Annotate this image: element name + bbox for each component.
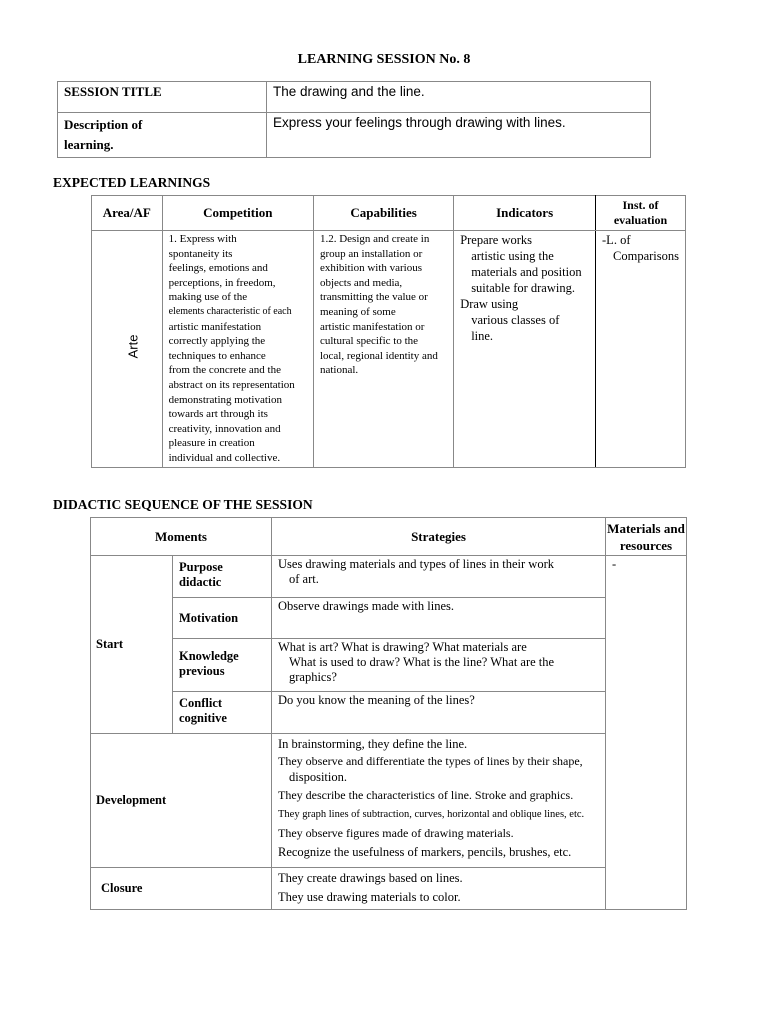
col-area: Area/AF — [92, 196, 163, 231]
didactic-sequence-heading: DIDACTIC SEQUENCE OF THE SESSION — [53, 497, 313, 512]
session-title-value: The drawing and the line. — [267, 82, 651, 113]
capabilities-cell: 1.2. Design and create in group an installation or exhibition with various objects and media, transmitting the value or meaning of some artistic manifestation or cultural specific to the local, regional identity and national. — [313, 231, 453, 468]
inst-evaluation-cell: -L. of Comparisons — [596, 231, 686, 468]
col-inst-evaluation: Inst. of evaluation — [596, 196, 686, 231]
closure-strategy: They create drawings based on lines. They use drawing materials to color. — [272, 868, 606, 910]
motivation-strategy: Observe drawings made with lines. — [272, 598, 606, 639]
col-strategies: Strategies — [272, 518, 606, 556]
moment-conflict: Conflict cognitive — [173, 692, 272, 734]
col-indicators: Indicators — [454, 196, 596, 231]
materials-cell: - — [606, 556, 687, 910]
description-value: Express your feelings through drawing with lines. — [267, 113, 651, 158]
col-moments: Moments — [91, 518, 272, 556]
moment-start: Start — [91, 556, 173, 734]
moment-closure: Closure — [91, 868, 272, 910]
knowledge-strategy: What is art? What is drawing? What materials are What is used to draw? What is the line? What are the graphics? — [272, 639, 606, 692]
purpose-strategy: Uses drawing materials and types of lines in their work of art. — [272, 556, 606, 598]
development-strategy: In brainstorming, they define the line. They observe and differentiate the types of lines by their shape, disposition. They describe the characteristics of line. Stroke and graphics. They graph lines of subtraction, curves, horizontal and oblique lines, etc. They observe figures made of drawing materials. Recognize the usefulness of markers, pencils, brushes, etc. — [272, 734, 606, 868]
moment-purpose: Purpose didactic — [173, 556, 272, 598]
indicators-cell: Prepare works artistic using the materials and position suitable for drawing. Draw using various classes of line. — [454, 231, 596, 468]
moment-development: Development — [91, 734, 272, 868]
session-title-label: SESSION TITLE — [58, 82, 267, 113]
expected-learnings-table — [91, 195, 686, 468]
area-label: Arte — [125, 334, 141, 359]
moment-motivation: Motivation — [173, 598, 272, 639]
col-competition: Competition — [162, 196, 313, 231]
conflict-strategy: Do you know the meaning of the lines? — [272, 692, 606, 734]
competition-cell: 1. Express with spontaneity its feelings, emotions and perceptions, in freedom, making use of the elements characteristic of each artistic manifestation correctly applying the techniques to enhance from the concrete and the abstract on its representation demonstrating motivation towards art through its creativity, innovation and pleasure in creation individual and collective. — [162, 231, 313, 468]
expected-learnings-heading: EXPECTED LEARNINGS — [53, 175, 211, 190]
col-capabilities: Capabilities — [313, 196, 453, 231]
page-title: LEARNING SESSION No. 8 — [297, 52, 471, 67]
didactic-sequence-table — [90, 517, 687, 910]
description-label: Description of learning. — [58, 113, 267, 158]
moment-knowledge: Knowledge previous — [173, 639, 272, 692]
area-cell — [92, 231, 163, 468]
session-table — [57, 81, 651, 158]
col-materials: Materials and resources — [606, 518, 687, 556]
